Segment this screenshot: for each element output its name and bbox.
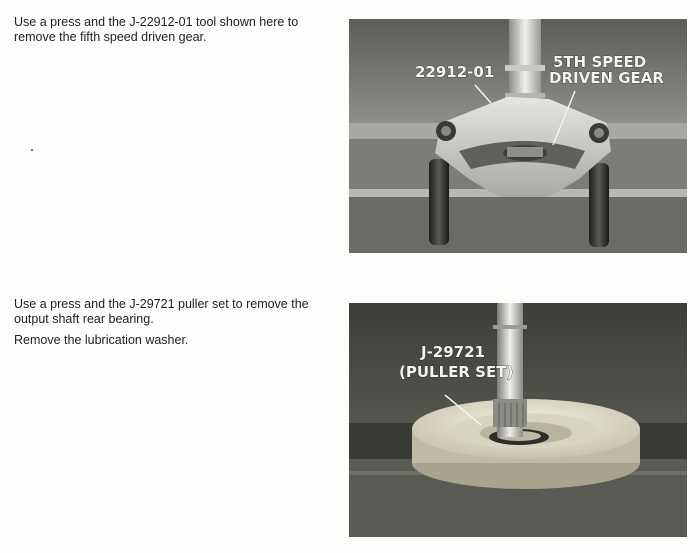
label-tool-22912-01: 22912-01 xyxy=(415,63,495,81)
step-1-text: Use a press and the J-22912-01 tool shown here to remove the fifth speed driven gear. xyxy=(14,15,299,44)
label-5th-speed: 5TH SPEED xyxy=(553,53,647,71)
step-1-instructions xyxy=(14,15,314,51)
label-j-29721: J-29721 xyxy=(421,343,485,361)
step-2-text: Use a press and the J-29721 puller set to remove the output shaft rear bearing. xyxy=(14,297,309,326)
step-2-text-2: Remove the lubrication washer. xyxy=(14,333,189,347)
photo-2-illustration xyxy=(349,303,687,537)
photo-fifth-gear-removal xyxy=(349,19,687,253)
photo-rear-bearing-removal xyxy=(349,303,687,537)
photo-1-illustration xyxy=(349,19,687,253)
label-puller-set: (PULLER SET) xyxy=(399,363,514,381)
label-driven-gear: DRIVEN GEAR xyxy=(549,69,664,87)
scan-speck xyxy=(31,149,33,151)
step-2-instructions xyxy=(14,297,314,354)
